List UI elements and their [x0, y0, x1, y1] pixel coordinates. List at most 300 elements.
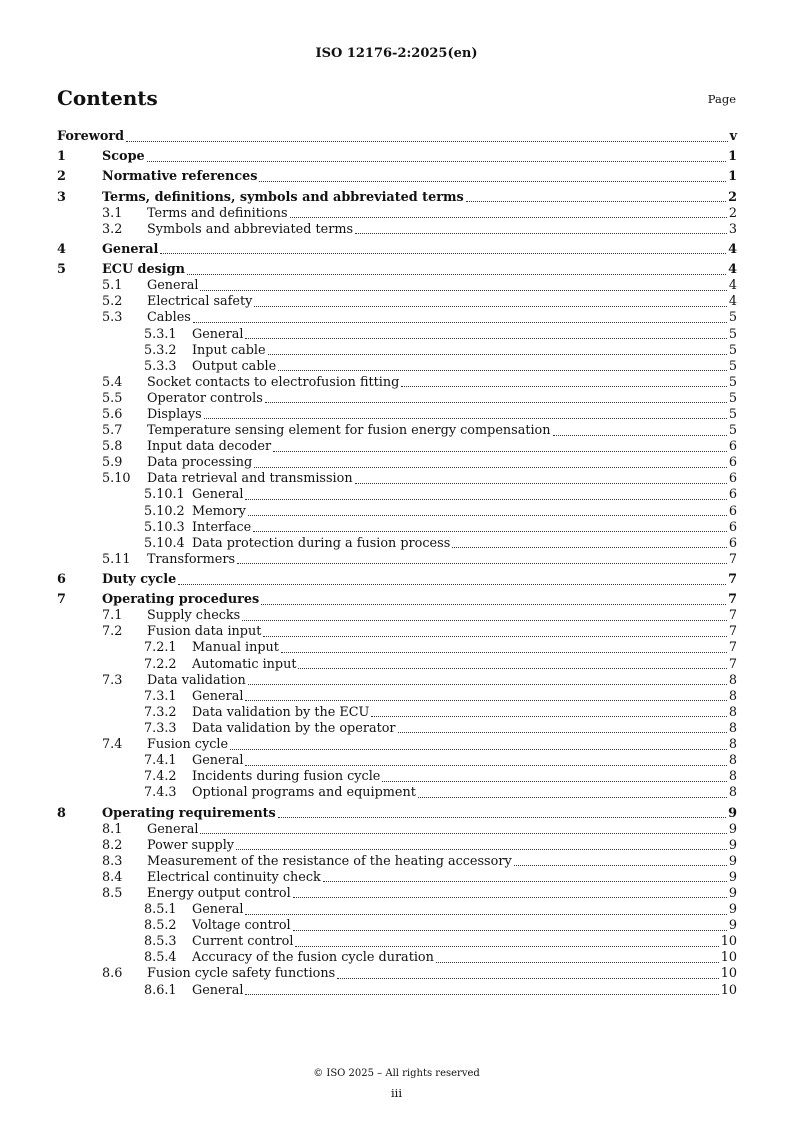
- toc-entry-title: Cables: [147, 310, 191, 326]
- toc-entry-number: 5.7: [102, 423, 123, 439]
- toc-entry[interactable]: [57, 242, 737, 258]
- toc-entry[interactable]: [57, 343, 737, 359]
- dot-leader: [436, 950, 719, 963]
- toc-entry-number: 7.2.2: [144, 656, 177, 672]
- page-column-label: Page: [707, 92, 736, 106]
- toc-entry[interactable]: [57, 391, 737, 407]
- toc-entry-line: [147, 886, 737, 902]
- toc-entry-title: Output cable: [192, 358, 277, 374]
- toc-entry-number: 8.4: [102, 869, 123, 885]
- toc-entry-number: 5.4: [102, 374, 123, 390]
- dot-leader: [295, 934, 718, 947]
- toc-entry-title: Duty cycle: [102, 572, 177, 587]
- toc-entry-line: [147, 222, 737, 238]
- toc-entry-line: [147, 423, 737, 439]
- toc-entry[interactable]: [57, 327, 737, 343]
- toc-entry-title: Memory: [192, 503, 246, 519]
- toc-entry-number: 8.5.3: [144, 934, 177, 950]
- toc-entry-number: 8.5.1: [144, 902, 177, 918]
- toc-entry-line: [192, 520, 737, 536]
- dot-leader: [160, 242, 726, 255]
- toc-entry-page: 10: [720, 934, 737, 950]
- toc-entry-title: General: [192, 902, 244, 918]
- toc-entry-line: [192, 721, 737, 737]
- toc-entry-line: [192, 902, 737, 918]
- toc-entry-page: 1: [728, 149, 737, 165]
- toc-entry-number: 5.10.1: [144, 487, 185, 503]
- dot-leader: [268, 343, 727, 356]
- toc-entry-number: 7.4.3: [144, 785, 177, 801]
- dot-leader: [237, 552, 727, 565]
- dot-leader: [337, 966, 719, 979]
- toc-entry-line: [147, 608, 737, 624]
- toc-entry[interactable]: [57, 806, 737, 822]
- toc-entry[interactable]: [57, 983, 737, 999]
- toc-entry-page: 8: [728, 672, 737, 688]
- toc-entry-page: 5: [728, 423, 737, 439]
- toc-entry[interactable]: [57, 407, 737, 423]
- table-of-contents: [57, 129, 737, 999]
- dot-leader: [293, 886, 727, 899]
- dot-leader: [254, 294, 726, 307]
- toc-entry[interactable]: [57, 592, 737, 608]
- toc-entry-page: 9: [728, 918, 737, 934]
- toc-entry-title: Normative references: [102, 169, 258, 185]
- toc-entry-number: 8.6: [102, 966, 123, 982]
- toc-entry-title: Data validation: [147, 672, 246, 688]
- toc-entry-page: 6: [728, 503, 737, 519]
- dot-leader: [245, 689, 726, 702]
- toc-entry-line: [147, 854, 737, 870]
- toc-entry-title: Operator controls: [147, 390, 263, 406]
- toc-entry-title: Input data decoder: [147, 439, 272, 455]
- toc-entry[interactable]: [57, 902, 737, 918]
- toc-entry-line: [147, 673, 737, 689]
- toc-entry[interactable]: [57, 206, 737, 222]
- toc-entry-title: Terms, definitions, symbols and abbreviated terms: [102, 189, 464, 205]
- toc-entry-page: 8: [728, 753, 737, 769]
- toc-entry-number: 7.2.1: [144, 640, 177, 656]
- toc-entry-line: [147, 455, 737, 471]
- toc-entry-title: Data validation by the ECU: [192, 704, 370, 720]
- toc-entry-number: 5.3: [102, 310, 123, 326]
- toc-entry-number: 5.9: [102, 455, 123, 471]
- toc-entry-number: 5.10.4: [144, 535, 185, 551]
- toc-entry[interactable]: [57, 504, 737, 520]
- toc-entry-line: [147, 737, 737, 753]
- dot-leader: [263, 624, 726, 637]
- toc-entry-page: 4: [728, 262, 737, 278]
- toc-entry-page: 9: [728, 837, 737, 853]
- toc-entry-number: 5: [57, 262, 66, 278]
- toc-entry-line: [147, 206, 737, 222]
- toc-entry[interactable]: [57, 222, 737, 238]
- toc-entry[interactable]: [57, 536, 737, 552]
- toc-entry[interactable]: [57, 673, 737, 689]
- toc-entry-number: 3.1: [102, 205, 123, 221]
- dot-leader: [261, 592, 726, 605]
- toc-entry-page: 3: [728, 221, 737, 237]
- dot-leader: [126, 129, 728, 142]
- toc-entry-number: 5.10: [102, 471, 131, 487]
- toc-entry-number: 7.4.2: [144, 769, 177, 785]
- toc-entry-page: 8: [728, 688, 737, 704]
- toc-entry[interactable]: [57, 129, 737, 145]
- toc-entry-page: 5: [728, 310, 737, 326]
- toc-entry-page: 7: [728, 608, 737, 624]
- toc-entry-title: Incidents during fusion cycle: [192, 769, 381, 785]
- toc-entry-title: General: [192, 753, 244, 769]
- toc-entry-title: Current control: [192, 934, 294, 950]
- toc-entry-title: Optional programs and equipment: [192, 785, 416, 801]
- toc-entry-title: Fusion cycle safety functions: [147, 966, 336, 982]
- toc-entry-line: [147, 294, 737, 310]
- toc-entry[interactable]: [57, 520, 737, 536]
- dot-leader: [193, 310, 727, 323]
- toc-entry-line: [147, 966, 737, 982]
- toc-entry-page: 9: [728, 805, 737, 821]
- toc-entry-title: Data processing: [147, 455, 253, 471]
- toc-entry-number: 7.3.1: [144, 688, 177, 704]
- toc-entry-title: Scope: [102, 149, 145, 165]
- toc-entry-title: General: [147, 821, 199, 837]
- toc-entry-title: General: [147, 278, 199, 294]
- toc-entry-line: [147, 375, 737, 391]
- dot-leader: [466, 190, 726, 203]
- toc-entry-title: Manual input: [192, 640, 279, 656]
- dot-leader: [248, 504, 727, 517]
- toc-entry-number: 7.2: [102, 624, 123, 640]
- toc-entry-number: 5.5: [102, 390, 123, 406]
- toc-entry-line: [102, 262, 737, 278]
- toc-entry-number: 1: [57, 149, 66, 165]
- toc-entry-number: 8.5.2: [144, 918, 177, 934]
- toc-entry-page: 8: [728, 737, 737, 753]
- toc-entry-title: Measurement of the resistance of the heating accessory: [147, 853, 512, 869]
- toc-entry-page: 7: [728, 656, 737, 672]
- toc-entry[interactable]: [57, 737, 737, 753]
- dot-leader: [418, 785, 727, 798]
- toc-entry-title: General: [192, 326, 244, 342]
- dot-leader: [245, 753, 726, 766]
- footer-page-number: iii: [390, 1086, 403, 1100]
- toc-entry[interactable]: [57, 785, 737, 801]
- toc-entry-number: 8: [57, 805, 66, 821]
- toc-entry-number: 5.10.3: [144, 519, 185, 535]
- toc-entry-page: 9: [728, 885, 737, 901]
- dot-leader: [245, 902, 726, 915]
- toc-entry-line: [192, 934, 737, 950]
- toc-entry-page: 7: [728, 572, 737, 587]
- toc-entry-number: 3.2: [102, 221, 123, 237]
- toc-entry-page: 10: [720, 982, 737, 998]
- toc-entry-page: 5: [728, 358, 737, 374]
- dot-leader: [281, 640, 727, 653]
- toc-entry[interactable]: [57, 471, 737, 487]
- toc-entry-title: ECU design: [102, 262, 185, 278]
- toc-entry-page: 2: [728, 205, 737, 221]
- toc-entry-page: 8: [728, 785, 737, 801]
- toc-entry-page: 6: [728, 519, 737, 535]
- toc-entry-number: 7.1: [102, 608, 123, 624]
- toc-entry-page: 9: [728, 853, 737, 869]
- toc-entry-line: [192, 705, 737, 721]
- toc-entry-line: [192, 536, 737, 552]
- toc-entry[interactable]: [57, 310, 737, 326]
- toc-entry[interactable]: [57, 624, 737, 640]
- toc-entry-page: 6: [728, 471, 737, 487]
- toc-entry[interactable]: [57, 169, 737, 185]
- dot-leader: [236, 838, 727, 851]
- toc-entry-title: Energy output control: [147, 885, 291, 901]
- toc-entry-title: General: [192, 982, 244, 998]
- toc-entry-page: v: [729, 129, 737, 144]
- toc-entry-title: General: [192, 688, 244, 704]
- toc-entry[interactable]: [57, 423, 737, 439]
- toc-entry-line: [102, 190, 737, 206]
- dot-leader: [245, 327, 726, 340]
- toc-entry-page: 10: [720, 950, 737, 966]
- toc-entry-page: 10: [720, 966, 737, 982]
- dot-leader: [200, 822, 726, 835]
- toc-entry-title: Operating procedures: [102, 592, 260, 608]
- toc-entry[interactable]: [57, 769, 737, 785]
- dot-leader: [265, 391, 727, 404]
- toc-entry-line: [147, 471, 737, 487]
- dot-leader: [248, 673, 727, 686]
- toc-entry-line: [147, 624, 737, 640]
- toc-entry-page: 6: [728, 439, 737, 455]
- toc-entry-line: [147, 552, 737, 568]
- toc-entry-page: 5: [728, 406, 737, 422]
- toc-entry-page: 8: [728, 720, 737, 736]
- toc-entry[interactable]: [57, 966, 737, 982]
- toc-entry-number: 7: [57, 592, 66, 608]
- toc-entry-number: 7.4.1: [144, 753, 177, 769]
- toc-entry-line: [147, 870, 737, 886]
- toc-entry-title: Electrical continuity check: [147, 869, 321, 885]
- dot-leader: [254, 455, 727, 468]
- toc-entry-line: [147, 310, 737, 326]
- toc-entry[interactable]: [57, 439, 737, 455]
- dot-leader: [355, 222, 727, 235]
- toc-entry-number: 5.1: [102, 278, 123, 294]
- toc-entry-page: 5: [728, 390, 737, 406]
- toc-entry[interactable]: [57, 294, 737, 310]
- toc-entry-line: [147, 838, 737, 854]
- toc-entry-title: Fusion cycle: [147, 737, 229, 753]
- toc-entry-line: [192, 487, 737, 503]
- toc-entry-line: [192, 918, 737, 934]
- toc-entry-number: 5.6: [102, 406, 123, 422]
- toc-entry-number: 5.3.2: [144, 342, 177, 358]
- toc-entry-number: 6: [57, 572, 66, 587]
- toc-entry-line: [102, 572, 737, 588]
- toc-entry[interactable]: [57, 375, 737, 391]
- toc-entry-line: [57, 129, 737, 145]
- toc-entry-number: 7.3.2: [144, 704, 177, 720]
- toc-entry-line: [102, 149, 737, 165]
- toc-entry-line: [192, 657, 737, 673]
- dot-leader: [371, 705, 727, 718]
- toc-entry-number: 5.3.1: [144, 326, 177, 342]
- toc-entry-title: Foreword: [57, 129, 125, 144]
- toc-entry-number: 7.4: [102, 737, 123, 753]
- toc-entry[interactable]: [57, 918, 737, 934]
- toc-entry-line: [147, 278, 737, 294]
- toc-entry-number: 8.6.1: [144, 982, 177, 998]
- toc-entry-page: 4: [728, 241, 737, 257]
- toc-entry[interactable]: [57, 870, 737, 886]
- dot-leader: [245, 983, 718, 996]
- dot-leader: [278, 359, 727, 372]
- toc-entry-number: 7.3: [102, 672, 123, 688]
- footer-copyright: © ISO 2025 – All rights reserved: [313, 1068, 480, 1079]
- toc-entry-number: 8.5: [102, 885, 123, 901]
- toc-entry-title: Transformers: [147, 551, 236, 567]
- toc-entry-page: 9: [728, 869, 737, 885]
- toc-entry-number: 5.10.2: [144, 503, 185, 519]
- toc-entry-title: General: [192, 487, 244, 503]
- toc-entry-page: 5: [728, 374, 737, 390]
- toc-entry[interactable]: [57, 886, 737, 902]
- toc-entry-line: [192, 983, 737, 999]
- toc-entry-title: Interface: [192, 519, 252, 535]
- toc-entry[interactable]: [57, 278, 737, 294]
- dot-leader: [355, 471, 727, 484]
- dot-leader: [147, 149, 726, 162]
- dot-leader: [382, 769, 726, 782]
- dot-leader: [323, 870, 727, 883]
- toc-entry[interactable]: [57, 950, 737, 966]
- toc-entry[interactable]: [57, 721, 737, 737]
- dot-leader: [401, 375, 727, 388]
- toc-entry-line: [192, 689, 737, 705]
- toc-entry-number: 8.5.4: [144, 950, 177, 966]
- dot-leader: [187, 262, 726, 275]
- toc-entry[interactable]: [57, 608, 737, 624]
- toc-entry-page: 5: [728, 326, 737, 342]
- toc-entry[interactable]: [57, 487, 737, 503]
- toc-entry-line: [102, 242, 737, 258]
- toc-entry-number: 8.2: [102, 837, 123, 853]
- toc-entry-line: [192, 343, 737, 359]
- toc-entry-line: [102, 806, 737, 822]
- toc-entry[interactable]: [57, 455, 737, 471]
- toc-entry[interactable]: [57, 190, 737, 206]
- toc-entry-page: 6: [728, 487, 737, 503]
- toc-entry-line: [192, 327, 737, 343]
- toc-entry-title: Accuracy of the fusion cycle duration: [192, 950, 434, 966]
- toc-entry[interactable]: [57, 838, 737, 854]
- toc-entry-title: Input cable: [192, 342, 266, 358]
- toc-entry-number: 7.3.3: [144, 720, 177, 736]
- toc-entry-line: [147, 391, 737, 407]
- toc-entry-page: 9: [728, 902, 737, 918]
- toc-entry[interactable]: [57, 552, 737, 568]
- contents-title: Contents: [57, 86, 158, 110]
- toc-entry-page: 1: [728, 169, 737, 185]
- toc-entry[interactable]: [57, 822, 737, 838]
- toc-entry[interactable]: [57, 934, 737, 950]
- toc-entry-line: [102, 169, 737, 185]
- toc-entry-title: Symbols and abbreviated terms: [147, 221, 354, 237]
- toc-entry-page: 7: [728, 592, 737, 608]
- toc-entry-line: [192, 950, 737, 966]
- dot-leader: [200, 278, 726, 291]
- toc-entry-title: Terms and definitions: [147, 205, 288, 221]
- toc-entry-page: 6: [728, 455, 737, 471]
- toc-entry-line: [192, 640, 737, 656]
- toc-entry-title: Data retrieval and transmission: [147, 471, 353, 487]
- toc-entry-title: Operating requirements: [102, 805, 276, 821]
- toc-entry-line: [192, 504, 737, 520]
- toc-entry-number: 2: [57, 169, 66, 185]
- toc-entry-number: 5.2: [102, 294, 123, 310]
- toc-entry-line: [192, 359, 737, 375]
- toc-entry[interactable]: [57, 640, 737, 656]
- toc-entry-line: [147, 407, 737, 423]
- toc-entry[interactable]: [57, 753, 737, 769]
- toc-entry-title: Supply checks: [147, 608, 241, 624]
- toc-entry[interactable]: [57, 572, 737, 588]
- toc-entry[interactable]: [57, 705, 737, 721]
- toc-entry[interactable]: [57, 262, 737, 278]
- dot-leader: [230, 737, 727, 750]
- toc-entry-number: 8.3: [102, 853, 123, 869]
- toc-entry-line: [147, 439, 737, 455]
- toc-entry[interactable]: [57, 854, 737, 870]
- toc-entry-line: [102, 592, 737, 608]
- toc-entry-page: 8: [728, 769, 737, 785]
- toc-entry-page: 7: [728, 624, 737, 640]
- toc-entry-number: 5.3.3: [144, 358, 177, 374]
- dot-leader: [204, 407, 727, 420]
- dot-leader: [553, 423, 727, 436]
- toc-entry-page: 4: [728, 278, 737, 294]
- toc-entry-line: [192, 753, 737, 769]
- toc-entry-line: [192, 769, 737, 785]
- toc-entry-line: [147, 822, 737, 838]
- toc-entry-title: Data protection during a fusion process: [192, 535, 451, 551]
- dot-leader: [452, 536, 727, 549]
- toc-entry-page: 7: [728, 551, 737, 567]
- dot-leader: [245, 487, 726, 500]
- toc-entry[interactable]: [57, 657, 737, 673]
- toc-entry-page: 4: [728, 294, 737, 310]
- toc-entry-title: Displays: [147, 406, 202, 422]
- toc-entry-number: 3: [57, 189, 66, 205]
- toc-entry-page: 5: [728, 342, 737, 358]
- toc-entry-page: 7: [728, 640, 737, 656]
- toc-entry-page: 9: [728, 821, 737, 837]
- toc-entry-title: General: [102, 241, 159, 257]
- toc-entry-title: Fusion data input: [147, 624, 262, 640]
- toc-entry[interactable]: [57, 359, 737, 375]
- dot-leader: [178, 572, 726, 585]
- toc-entry-title: Voltage control: [192, 918, 291, 934]
- dot-leader: [293, 918, 727, 931]
- toc-entry-title: Automatic input: [192, 656, 297, 672]
- toc-entry-title: Power supply: [147, 837, 235, 853]
- toc-entry-page: 6: [728, 535, 737, 551]
- document-id: ISO 12176-2:2025(en): [315, 46, 478, 61]
- toc-entry-line: [192, 785, 737, 801]
- toc-entry-number: 5.8: [102, 439, 123, 455]
- toc-entry[interactable]: [57, 149, 737, 165]
- dot-leader: [273, 439, 727, 452]
- toc-entry[interactable]: [57, 689, 737, 705]
